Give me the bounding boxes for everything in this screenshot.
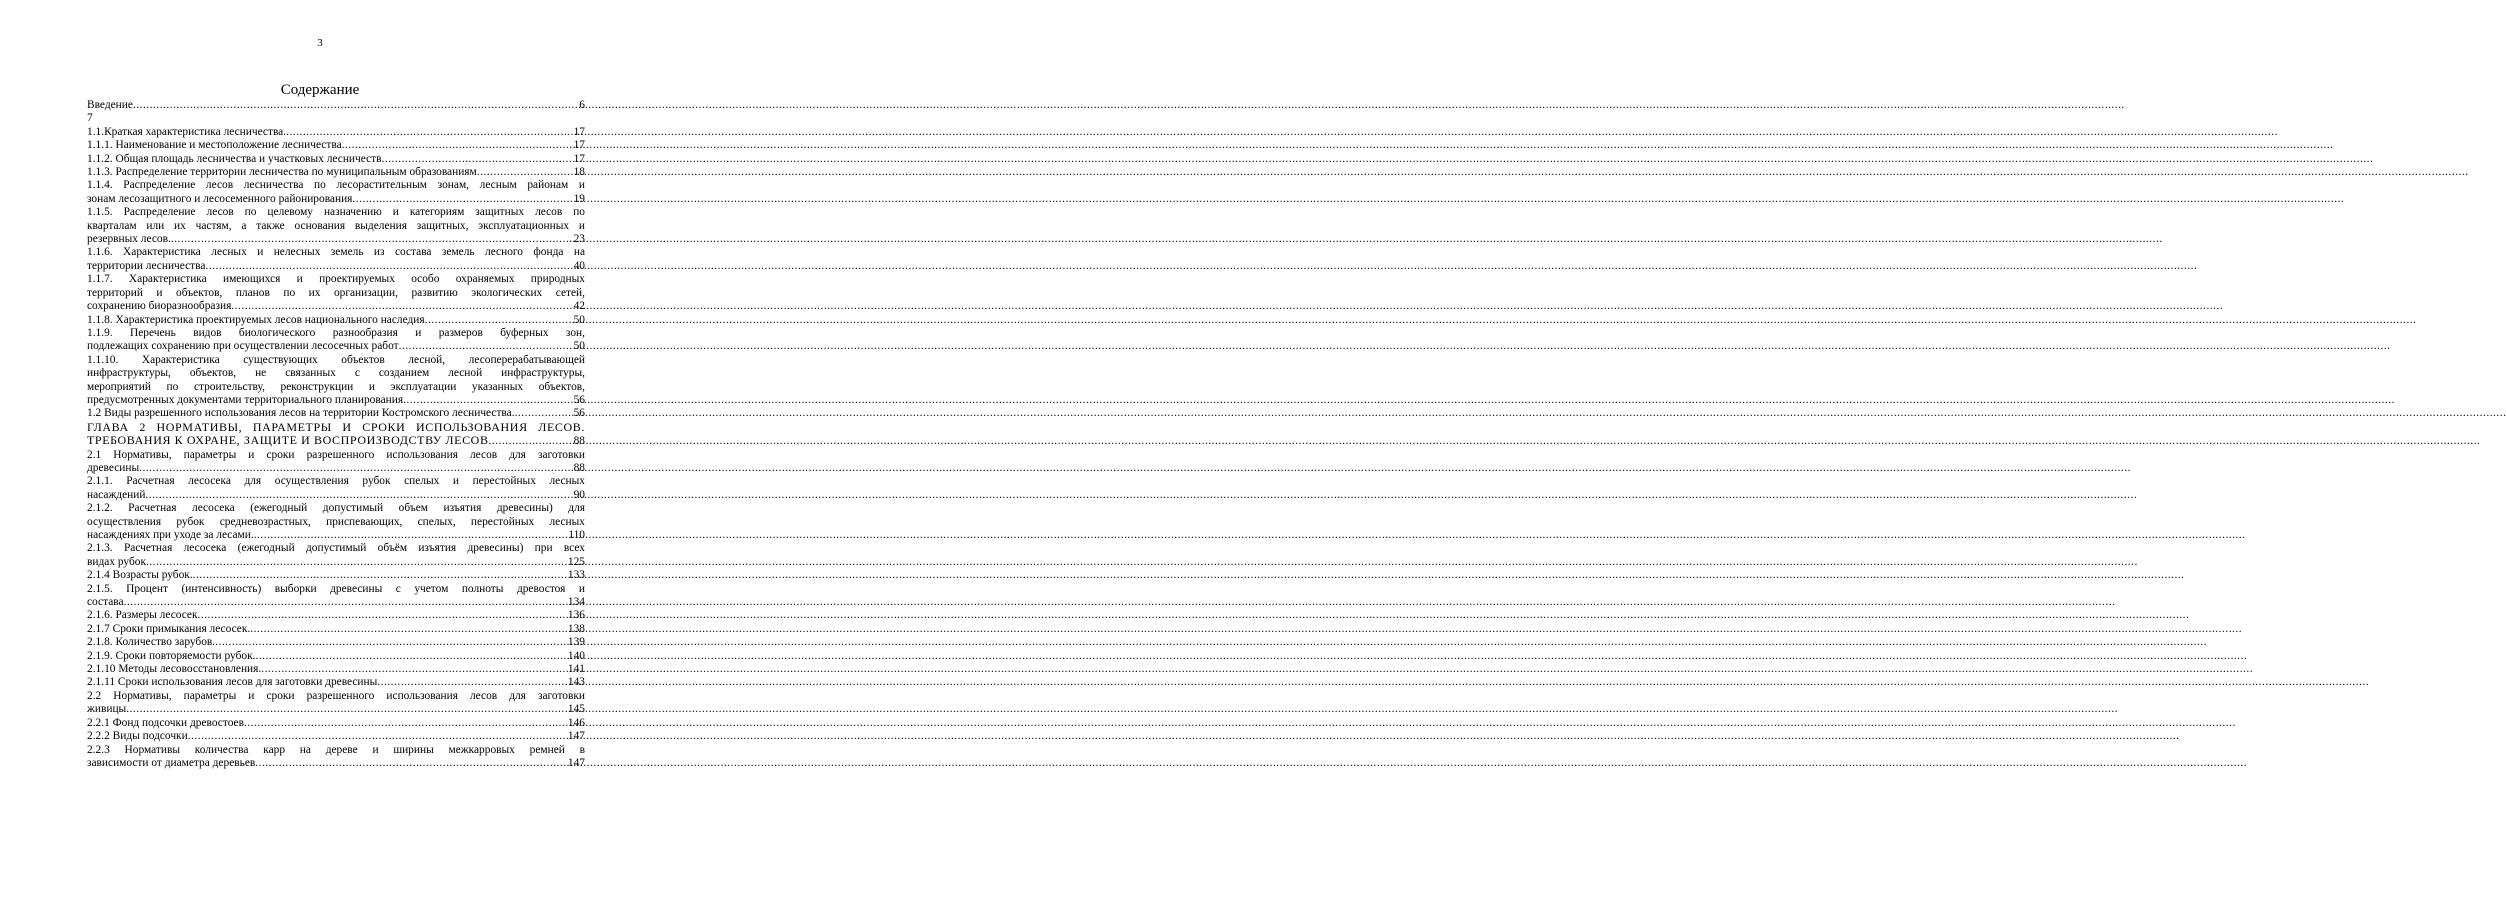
- toc-entry-line: 1.1.5. Распределение лесов по целевому назначению и категориям защитных лесов по: [87, 206, 585, 219]
- dot-leader: [255, 650, 565, 663]
- toc-entry[interactable]: [87, 166, 585, 179]
- dot-leader: [231, 300, 571, 313]
- toc-entry-page: 133: [567, 569, 585, 582]
- toc-entry-title: насаждениях при уходе за лесами.: [87, 529, 254, 541]
- toc-entry-title: зонам лесозащитного и лесосеменного районирования: [87, 192, 353, 205]
- toc-entry[interactable]: [87, 314, 585, 327]
- toc-entry[interactable]: [87, 246, 585, 273]
- toc-entry-page: 147: [567, 756, 585, 769]
- toc-entry-page: 56: [573, 393, 585, 406]
- toc-entry-title: 2.1.6. Размеры лесосек: [87, 609, 198, 622]
- dot-leader: [205, 260, 571, 273]
- toc-entry-line: 2.1.3. Расчетная лесосека (ежегодный допустимый объём изъятия древесины) при всех: [87, 542, 585, 555]
- toc-entry-page: 56: [573, 407, 585, 420]
- dot-leader: [515, 407, 572, 420]
- dot-leader: [255, 757, 566, 770]
- toc-entry-page: 146: [567, 716, 585, 729]
- toc-entry-page: 141: [567, 663, 585, 676]
- dot-leader: [342, 139, 572, 152]
- dot-leader: [133, 99, 577, 112]
- toc-entry[interactable]: [87, 139, 585, 152]
- toc-entry-line: 1.1.6. Характеристика лесных и нелесных земель из состава земель лесного фонда на: [87, 246, 585, 259]
- dot-leader: [399, 340, 572, 353]
- toc-entry-title: зависимости от диаметра деревьев: [87, 756, 256, 769]
- toc-entry-line: 2.1 Нормативы, параметры и сроки разрешенного использования лесов для заготовки: [87, 448, 585, 461]
- toc-entry-page: 18: [573, 166, 585, 179]
- dot-leader: [261, 663, 566, 676]
- toc-entry[interactable]: [87, 663, 585, 676]
- toc-entry-line: 2.1.1. Расчетная лесосека для осуществления рубок спелых и перестойных лесных: [87, 475, 585, 488]
- dot-leader: [139, 462, 572, 475]
- dot-leader: [145, 489, 571, 502]
- toc-entry-page: 88: [573, 461, 585, 474]
- toc-entry-title: 2.1.10 Методы лесовосстановления.: [87, 663, 262, 676]
- toc-entry[interactable]: [87, 449, 585, 476]
- toc-entry-title: 1.1.Краткая характеристика лесничества.: [87, 125, 287, 138]
- toc-entry-page: 134: [567, 596, 585, 609]
- toc-entry-title: подлежащих сохранению при осуществлении лесосечных работ: [87, 340, 399, 353]
- dot-leader: [198, 609, 566, 622]
- toc-entry-title: видах рубок: [87, 555, 146, 568]
- toc-entry-page: 23: [573, 233, 585, 246]
- dot-leader: [188, 730, 566, 743]
- toc-entry-title: древесины: [87, 461, 140, 474]
- table-of-contents: [87, 99, 585, 770]
- toc-entry-line: осуществления рубок средневозрастных, приспевающих, спелых, перестойных лесных: [87, 515, 585, 528]
- toc-entry-page: 50: [573, 340, 585, 353]
- toc-entry-page: 110: [568, 529, 585, 541]
- toc-entry-title: сохранению биоразнообразия: [87, 300, 232, 313]
- toc-entry[interactable]: [87, 690, 585, 717]
- toc-entry-line: 2.1.5. Процент (интенсивность) выборки древесины с учетом полноты древостоя и: [87, 582, 585, 595]
- toc-entry-page: 50: [573, 313, 585, 326]
- dot-leader: [382, 153, 572, 166]
- toc-entry-title: 2.1.11 Сроки использования лесов для заготовки древесины: [87, 676, 378, 689]
- dot-leader: [215, 636, 566, 649]
- toc-entry-page: 143: [567, 676, 585, 689]
- dot-leader: [489, 435, 572, 448]
- toc-entry-title: состава: [87, 596, 124, 609]
- toc-entry-page: 136: [567, 609, 585, 622]
- toc-entry-line: мероприятий по строительству, реконструкции и эксплуатации указанных объектов,: [87, 380, 585, 393]
- toc-entry-title: 2.2.2 Виды подсочки: [87, 730, 188, 743]
- toc-entry-line: 7: [87, 112, 93, 125]
- toc-entry-title: предусмотренных документами территориального планирования: [87, 393, 404, 406]
- toc-entry-line: ГЛАВА 2 НОРМАТИВЫ, ПАРАМЕТРЫ И СРОКИ ИСПОЛЬЗОВАНИЯ ЛЕСОВ.: [87, 419, 585, 434]
- toc-entry-page: 17: [573, 125, 585, 138]
- toc-entry-title: 2.1.7 Сроки примыкания лесосек.: [87, 622, 251, 635]
- toc-entry-line: кварталам или их частям, а также основания выделения защитных, эксплуатационных и: [87, 219, 585, 232]
- toc-entry-page: 125: [567, 555, 585, 568]
- toc-entry[interactable]: [87, 542, 585, 569]
- dot-leader: [477, 166, 572, 179]
- toc-entry-line: 1.1.7. Характеристика имеющихся и проектируемых особо охраняемых природных: [87, 273, 585, 286]
- toc-entry-page: 145: [567, 703, 585, 716]
- toc-entry[interactable]: [87, 354, 585, 408]
- toc-entry-line: инфраструктуры, объектов, не связанных с созданием лесной инфраструктуры,: [87, 367, 585, 380]
- toc-entry[interactable]: [87, 583, 585, 610]
- toc-entry-title: 1.1.2. Общая площадь лесничества и участковых лесничеств: [87, 152, 382, 165]
- toc-entry[interactable]: [87, 179, 585, 206]
- toc-entry-page: 40: [573, 259, 585, 272]
- dot-leader: [425, 314, 572, 327]
- toc-entry[interactable]: [87, 206, 585, 246]
- toc-entry-title: живицы: [87, 703, 127, 716]
- toc-entry-title: 1.1.1. Наименование и местоположение лесничества: [87, 139, 342, 152]
- dot-leader: [286, 126, 572, 139]
- toc-entry[interactable]: [87, 502, 585, 542]
- toc-entry-page: 19: [573, 192, 585, 205]
- toc-entry[interactable]: [87, 636, 585, 649]
- toc-entry-page: 139: [567, 636, 585, 649]
- toc-entry[interactable]: [87, 421, 585, 449]
- toc-entry-title: насаждений: [87, 488, 146, 501]
- toc-entry[interactable]: [87, 153, 585, 166]
- toc-entry[interactable]: [87, 676, 585, 689]
- toc-entry[interactable]: [87, 744, 585, 771]
- toc-entry-page: 138: [567, 622, 585, 635]
- toc-entry-line: 2.2 Нормативы, параметры и сроки разрешенного использования лесов для заготовки: [87, 689, 585, 702]
- dot-leader: [124, 596, 566, 609]
- dot-leader: [244, 717, 566, 730]
- toc-entry[interactable]: [87, 99, 585, 112]
- dot-leader: [171, 233, 572, 246]
- dot-leader: [403, 394, 572, 407]
- toc-entry[interactable]: [87, 569, 585, 582]
- toc-entry-page: 17: [573, 139, 585, 152]
- toc-entry-page: 140: [567, 649, 585, 662]
- toc-entry-title: ТРЕБОВАНИЯ К ОХРАНЕ, ЗАЩИТЕ И ВОСПРОИЗВОДСТВУ ЛЕСОВ: [87, 433, 489, 448]
- toc-entry-line: 2.2.3 Нормативы количества карр на дереве и ширины межкарровых ремней в: [87, 743, 585, 756]
- toc-entry[interactable]: [87, 112, 585, 125]
- toc-entry[interactable]: [87, 609, 585, 622]
- toc-entry-line: 2.1.2. Расчетная лесосека (ежегодный допустимый объем изъятия древесины) для: [87, 502, 585, 515]
- dot-leader: [146, 556, 566, 569]
- toc-entry-title: 2.1.8. Количество зарубов.: [87, 636, 216, 649]
- dot-leader: [352, 193, 571, 206]
- toc-entry-title: резервных лесов.: [87, 233, 171, 246]
- toc-entry[interactable]: [87, 623, 585, 636]
- dot-leader: [377, 676, 566, 689]
- toc-entry-title: Введение: [87, 99, 133, 111]
- toc-entry[interactable]: [87, 126, 585, 139]
- toc-entry-page: 90: [573, 488, 585, 501]
- toc-entry[interactable]: [87, 407, 585, 420]
- toc-entry-page: 6: [579, 99, 585, 111]
- toc-entry-title: 2.2.1 Фонд подсочки древостоев: [87, 716, 244, 729]
- toc-entry-title: 2.1.4 Возрасты рубок.: [87, 569, 193, 582]
- toc-entry[interactable]: [87, 650, 585, 663]
- toc-entry-line: 1.1.4. Распределение лесов лесничества по лесорастительным зонам, лесным районам и: [87, 179, 585, 192]
- toc-entry-page: 147: [567, 730, 585, 743]
- toc-entry[interactable]: [87, 717, 585, 730]
- toc-entry[interactable]: [87, 327, 585, 354]
- dot-leader: [250, 623, 566, 636]
- dot-leader: [193, 569, 566, 582]
- dot-leader: [254, 529, 567, 542]
- toc-entry[interactable]: [87, 475, 585, 502]
- toc-entry[interactable]: [87, 730, 585, 743]
- toc-entry-line: 1.1.9. Перечень видов биологического разнообразия и размеров буферных зон,: [87, 326, 585, 339]
- toc-entry-title: 1.2 Виды разрешенного использования лесов на территории Костромского лесничества.: [87, 407, 515, 420]
- toc-entry-line: 1.1.10. Характеристика существующих объектов лесной, лесоперерабатывающей: [87, 353, 585, 366]
- toc-entry-title: 1.1.8. Характеристика проектируемых лесов национального наследия: [87, 313, 425, 326]
- toc-entry-line: территорий и объектов, планов по их организации, развитию экологических сетей,: [87, 286, 585, 299]
- toc-entry[interactable]: [87, 273, 585, 313]
- toc-entry-page: 88: [573, 435, 585, 448]
- toc-entry-title: территории лесничества: [87, 259, 206, 272]
- toc-entry-page: 42: [573, 300, 585, 313]
- toc-entry-title: 1.1.3. Распределение территории лесничества по муниципальным образованиям: [87, 166, 477, 179]
- toc-title: Содержание: [280, 82, 360, 98]
- toc-entry-title: 2.1.9. Сроки повторяемости рубок.: [87, 649, 256, 662]
- page-number: 3: [317, 37, 323, 49]
- toc-entry-page: 17: [573, 152, 585, 165]
- dot-leader: [126, 703, 566, 716]
